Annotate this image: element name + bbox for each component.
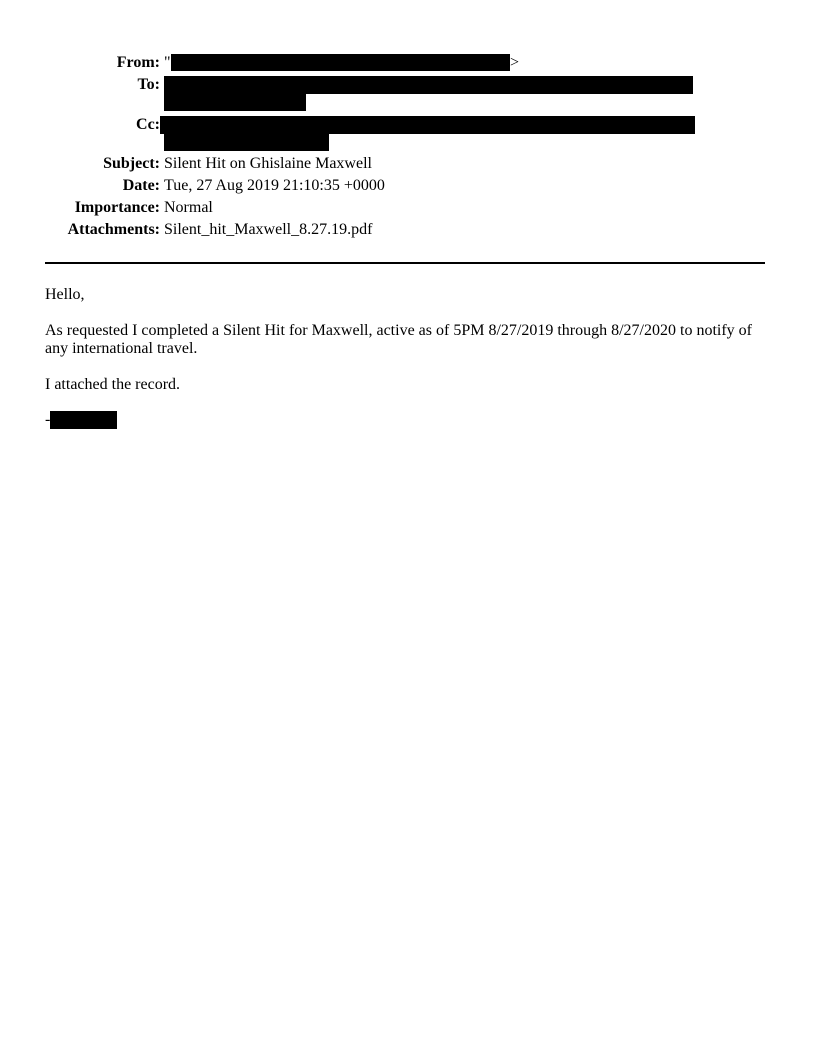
- signature-dash: -: [45, 411, 51, 428]
- subject-label: Subject:: [103, 155, 160, 172]
- greeting: Hello,: [45, 286, 85, 303]
- to-row: [0, 75, 700, 115]
- subject-value: Silent Hit on Ghislaine Maxwell: [164, 155, 372, 172]
- date-label: Date:: [122, 177, 160, 194]
- cc-label: Cc:: [136, 116, 160, 133]
- importance-label: Importance:: [74, 199, 160, 216]
- to-redaction-line-1: [164, 76, 693, 94]
- cc-redaction-line-2: [164, 134, 329, 151]
- date-value: Tue, 27 Aug 2019 21:10:35 +0000: [164, 177, 385, 194]
- attachments-row: [0, 220, 560, 240]
- cc-row: [0, 115, 700, 155]
- from-open-quote: ": [164, 54, 171, 71]
- to-redaction-line-2: [164, 94, 306, 111]
- from-close-angle: >: [510, 54, 520, 71]
- from-row: [0, 53, 560, 73]
- date-row: [0, 176, 560, 196]
- header-divider: [45, 262, 765, 264]
- closing-line: I attached the record.: [45, 376, 181, 393]
- importance-row: [0, 198, 560, 218]
- to-label: To:: [137, 76, 160, 93]
- subject-row: [0, 154, 560, 174]
- attachments-label: Attachments:: [67, 221, 160, 238]
- from-redaction: [171, 54, 510, 71]
- from-label: From:: [116, 54, 160, 71]
- signature: [45, 411, 765, 431]
- importance-value: Normal: [164, 199, 213, 216]
- message-paragraph: As requested I completed a Silent Hit for Maxwell, active as of 5PM 8/27/2019 through 8/27/2020 to notify of any international travel.: [45, 322, 752, 357]
- signature-redaction: [50, 411, 117, 429]
- attachment-filename: Silent_hit_Maxwell_8.27.19.pdf: [164, 221, 373, 238]
- cc-redaction-line-1: [160, 116, 695, 134]
